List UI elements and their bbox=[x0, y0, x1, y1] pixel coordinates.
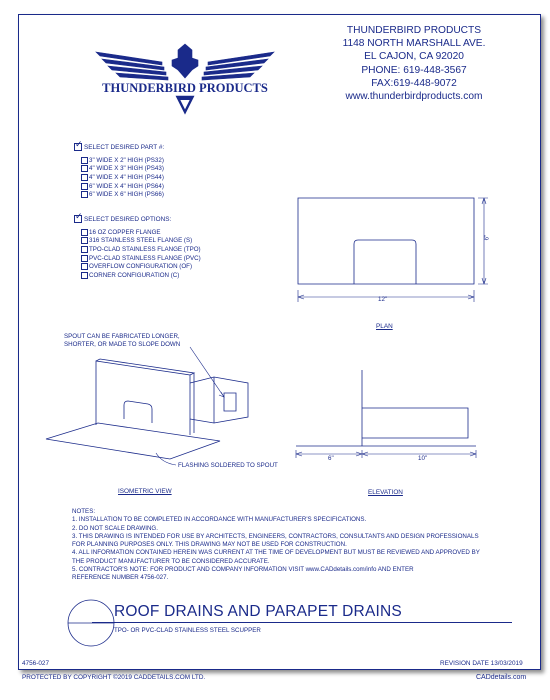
elevation-dim-left: 6" bbox=[328, 455, 334, 462]
spout-callout: SPOUT CAN BE FABRICATED LONGER, SHORTER, OR MADE TO SLOPE DOWN bbox=[64, 333, 181, 348]
note-line: 1. INSTALLATION TO BE COMPLETED IN ACCORDANCE WITH MANUFACTURER'S SPECIFICATIONS. bbox=[72, 516, 367, 524]
check-icon bbox=[74, 215, 82, 223]
checkbox[interactable] bbox=[81, 246, 88, 253]
checkbox[interactable] bbox=[81, 255, 88, 262]
part-option[interactable]: 3" WIDE X 2" HIGH (PS32) bbox=[81, 156, 164, 165]
option-item[interactable]: PVC-CLAD STAINLESS FLANGE (PVC) bbox=[81, 254, 201, 263]
notes-heading: NOTES: bbox=[72, 508, 96, 515]
website-link[interactable]: www.thunderbirdproducts.com bbox=[345, 91, 483, 103]
option-item[interactable]: OVERFLOW CONFIGURATION (OF) bbox=[81, 262, 201, 271]
checkbox[interactable] bbox=[81, 174, 88, 181]
plan-width-dim: 12" bbox=[378, 296, 388, 303]
plan-label: PLAN bbox=[376, 323, 393, 330]
elevation-dim-right: 10" bbox=[418, 455, 428, 462]
option-item[interactable]: 316 STAINLESS STEEL FLANGE (S) bbox=[81, 237, 201, 246]
checkbox[interactable] bbox=[81, 191, 88, 198]
reference-number: 4756-027 bbox=[22, 660, 50, 667]
fax: FAX:619-448-9072 bbox=[371, 77, 457, 89]
company-info bbox=[300, 24, 528, 103]
note-line: 3. THIS DRAWING IS INTENDED FOR USE BY ARCHITECTS, ENGINEERS, CONTRACTORS, CONSULTANTS AND DESIGN PROFESSIONALS bbox=[72, 532, 479, 540]
options-section bbox=[74, 215, 201, 280]
plan-outline bbox=[298, 198, 474, 284]
note-line: 4. ALL INFORMATION CONTAINED HEREIN WAS CURRENT AT THE TIME OF DEVELOPMENT BUT MUST BE REVIEWED AND APPROVED BY bbox=[72, 549, 480, 557]
plan-spout bbox=[354, 240, 416, 284]
part-option[interactable]: 4" WIDE X 4" HIGH (PS44) bbox=[81, 173, 164, 182]
note-line: REFERENCE NUMBER 4756-027. bbox=[72, 574, 169, 582]
options-list bbox=[81, 228, 201, 280]
elevation-spout bbox=[362, 408, 468, 438]
checkbox[interactable] bbox=[81, 165, 88, 172]
part-option[interactable]: 4" WIDE X 3" HIGH (PS43) bbox=[81, 165, 164, 174]
thunderbird-logo bbox=[92, 40, 278, 118]
note-line: FOR PLANNING PURPOSES ONLY. THIS DRAWING MAY NOT BE USED FOR CONSTRUCTION. bbox=[72, 541, 347, 549]
plan-height-dim: 6" bbox=[483, 234, 491, 241]
note-line: 2. DO NOT SCALE DRAWING. bbox=[72, 524, 158, 532]
flange-opening bbox=[124, 401, 152, 423]
checkbox[interactable] bbox=[81, 272, 88, 279]
note-line: 5. CONTRACTOR'S NOTE: FOR PRODUCT AND COMPANY INFORMATION VISIT www.CADdetails.com/info AND ENTER bbox=[72, 566, 414, 574]
address-line2: EL CAJON, CA 92020 bbox=[364, 51, 464, 63]
check-icon bbox=[74, 143, 82, 151]
checkbox[interactable] bbox=[81, 157, 88, 164]
checkbox[interactable] bbox=[81, 237, 88, 244]
note-line: THE PRODUCT MANUFACTURER TO BE CONSIDERED ACCURATE. bbox=[72, 557, 270, 565]
elevation-label: ELEVATION bbox=[368, 489, 403, 496]
option-item[interactable]: CORNER CONFIGURATION (C) bbox=[81, 271, 201, 280]
part-option[interactable]: 6" WIDE X 6" HIGH (PS66) bbox=[81, 190, 164, 199]
drawing-subtitle: TPO- OR PVC-CLAD STAINLESS STEEL SCUPPER bbox=[114, 627, 261, 634]
option-item[interactable]: TPO-CLAD STAINLESS FLANGE (TPO) bbox=[81, 245, 201, 254]
options-heading: ✓ SELECT DESIRED OPTIONS: bbox=[74, 215, 201, 223]
notes-block bbox=[72, 508, 480, 583]
company-name: THUNDERBIRD PRODUCTS bbox=[346, 25, 482, 36]
caddetails-brand[interactable]: CADdetails.com bbox=[476, 674, 527, 681]
checkbox[interactable] bbox=[81, 263, 88, 270]
revision-date: REVISION DATE 13/03/2019 bbox=[440, 660, 523, 667]
flashing-callout: FLASHING SOLDERED TO SPOUT bbox=[178, 462, 278, 469]
logo-text: THUNDERBIRD PRODUCTS bbox=[102, 81, 268, 95]
checkbox[interactable] bbox=[81, 183, 88, 190]
option-item[interactable]: 16 OZ COPPER FLANGE bbox=[81, 228, 201, 237]
part-option[interactable]: 6" WIDE X 4" HIGH (PS64) bbox=[81, 182, 164, 191]
title-circle-symbol bbox=[66, 598, 116, 648]
parts-heading: ✓ SELECT DESIRED PART #: bbox=[74, 143, 164, 151]
address-line1: 1148 NORTH MARSHALL AVE. bbox=[342, 38, 486, 50]
checkbox[interactable] bbox=[81, 229, 88, 236]
vertical-flange bbox=[96, 361, 190, 435]
plan-view-drawing bbox=[288, 190, 498, 315]
elevation-view-drawing bbox=[290, 370, 490, 470]
drawing-title: ROOF DRAINS AND PARAPET DRAINS bbox=[114, 603, 402, 620]
title-underline bbox=[92, 622, 512, 623]
copyright: PROTECTED BY COPYRIGHT ©2019 CADDETAILS.COM LTD. bbox=[22, 674, 206, 681]
isometric-label: ISOMETRIC VIEW bbox=[118, 488, 172, 495]
phone: PHONE: 619-448-3567 bbox=[361, 64, 467, 76]
spout-box bbox=[190, 377, 248, 423]
parts-list bbox=[81, 156, 164, 199]
parts-section bbox=[74, 143, 164, 199]
